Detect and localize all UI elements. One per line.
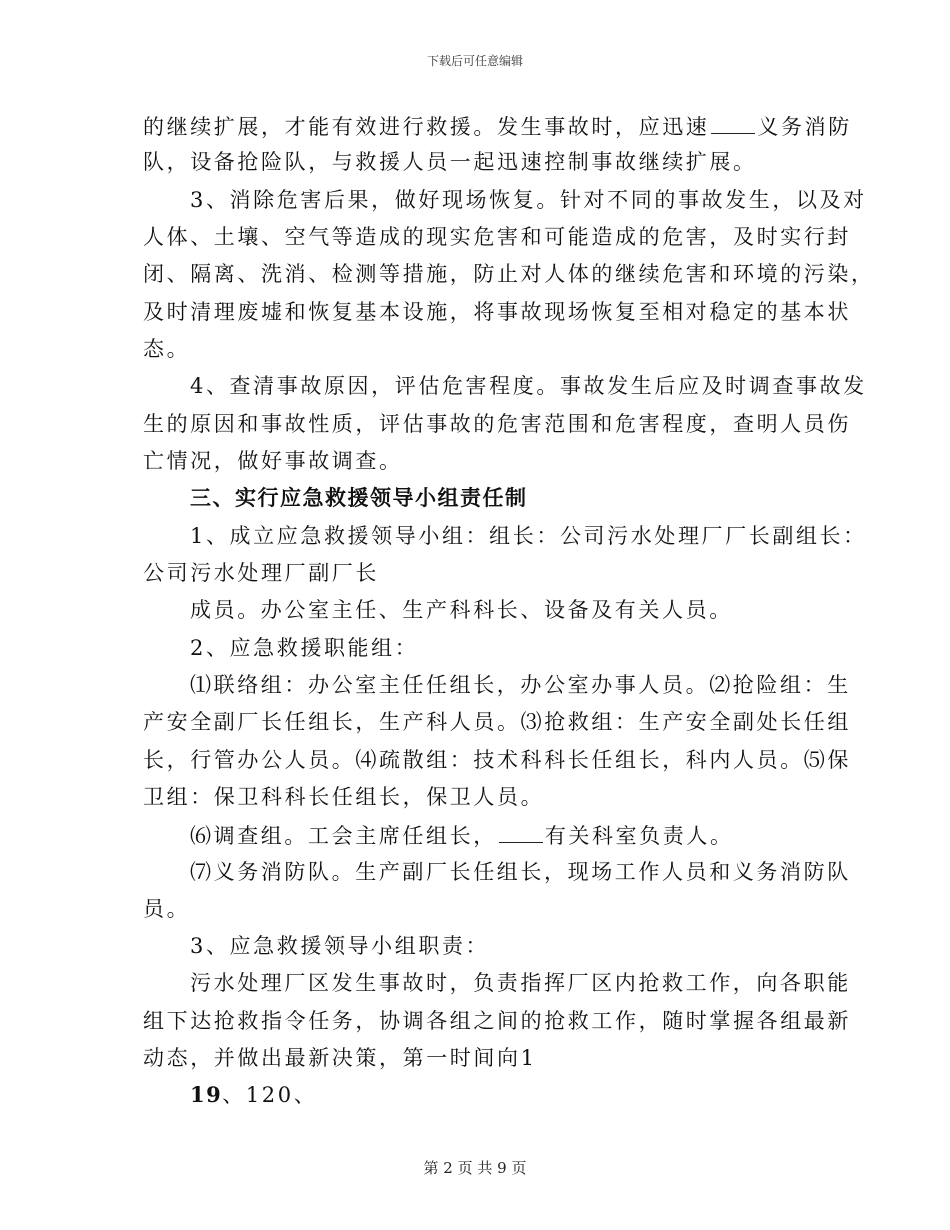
text-line: 动态，并做出最新决策，第一时间向1 — [143, 1046, 537, 1070]
text-line: 3、消除危害后果，做好现场恢复。针对不同的事故发生，以及对 — [190, 188, 867, 212]
text-line — [190, 1083, 317, 1107]
text-line: 生的原因和事故性质，评估事故的危害范围和危害程度，查明人员伤 — [143, 412, 851, 436]
text-line: 污水处理厂区发生事故时，负责指挥厂区内抢救工作，向各职能 — [190, 971, 851, 995]
text-line: 组下达抢救指令任务，协调各组之间的抢救工作，随时掌握各组最新 — [143, 1009, 851, 1033]
text-line: 及时清理废墟和恢复基本设施，将事故现场恢复至相对稳定的基本状 — [143, 300, 851, 324]
text-segment: 义务消防 — [757, 115, 852, 139]
page-header-note: 下载后可任意编辑 — [426, 54, 523, 68]
text-line: 员。 — [143, 897, 191, 921]
section-heading: 三、实行应急救援领导小组责任制 — [190, 485, 528, 510]
text-line: 队，设备抢险队，与救援人员一起迅速控制事故继续扩展。 — [143, 150, 757, 174]
text-line: 长，行管办公人员。⑷疏散组：技术科科长任组长，科内人员。⑸保 — [143, 748, 851, 772]
text-line: 1、成立应急救援领导小组：组长：公司污水处理厂厂长副组长： — [190, 524, 867, 548]
text-line: 产安全副厂长任组长，生产科人员。⑶抢救组：生产安全副处长任组 — [143, 710, 851, 734]
fill-in-blank — [711, 113, 755, 134]
text-line — [190, 822, 734, 848]
text-line — [143, 113, 852, 139]
fill-in-blank — [499, 822, 543, 843]
text-line: 公司污水处理厂副厂长 — [143, 561, 379, 585]
text-line: 亡情况，做好事故调查。 — [143, 449, 403, 473]
text-line: 2、应急救援职能组： — [190, 636, 419, 660]
text-line: 3、应急救援领导小组职责： — [190, 934, 490, 958]
page-number: 第 2 页 共 9 页 — [423, 1159, 527, 1177]
text-segment: 的继续扩展，才能有效进行救援。发生事故时，应迅速 — [143, 115, 710, 139]
text-line: 卫组：保卫科科长任组长，保卫人员。 — [143, 785, 545, 809]
text-line: 态。 — [143, 337, 191, 361]
text-line: 成员。办公室主任、生产科科长、设备及有关人员。 — [190, 598, 733, 622]
text-segment: 有关科室负责人。 — [544, 824, 734, 848]
text-segment: ⑹调查组。工会主席任组长， — [190, 824, 497, 848]
text-line: 闭、隔离、洗消、检测等措施，防止对人体的继续危害和环境的污染， — [143, 262, 875, 286]
text-line: ⑴联络组：办公室主任任组长，办公室办事人员。⑵抢险组：生 — [190, 673, 851, 697]
text-segment: 19 — [190, 1082, 223, 1107]
text-line: 人体、土壤、空气等造成的现实危害和可能造成的危害，及时实行封 — [143, 225, 851, 249]
text-line: 4、查清事故原因，评估危害程度。事故发生后应及时调查事故发 — [190, 374, 867, 398]
text-segment: 、120、 — [222, 1083, 318, 1107]
text-line: ⑺义务消防队。生产副厂长任组长，现场工作人员和义务消防队 — [190, 860, 851, 884]
